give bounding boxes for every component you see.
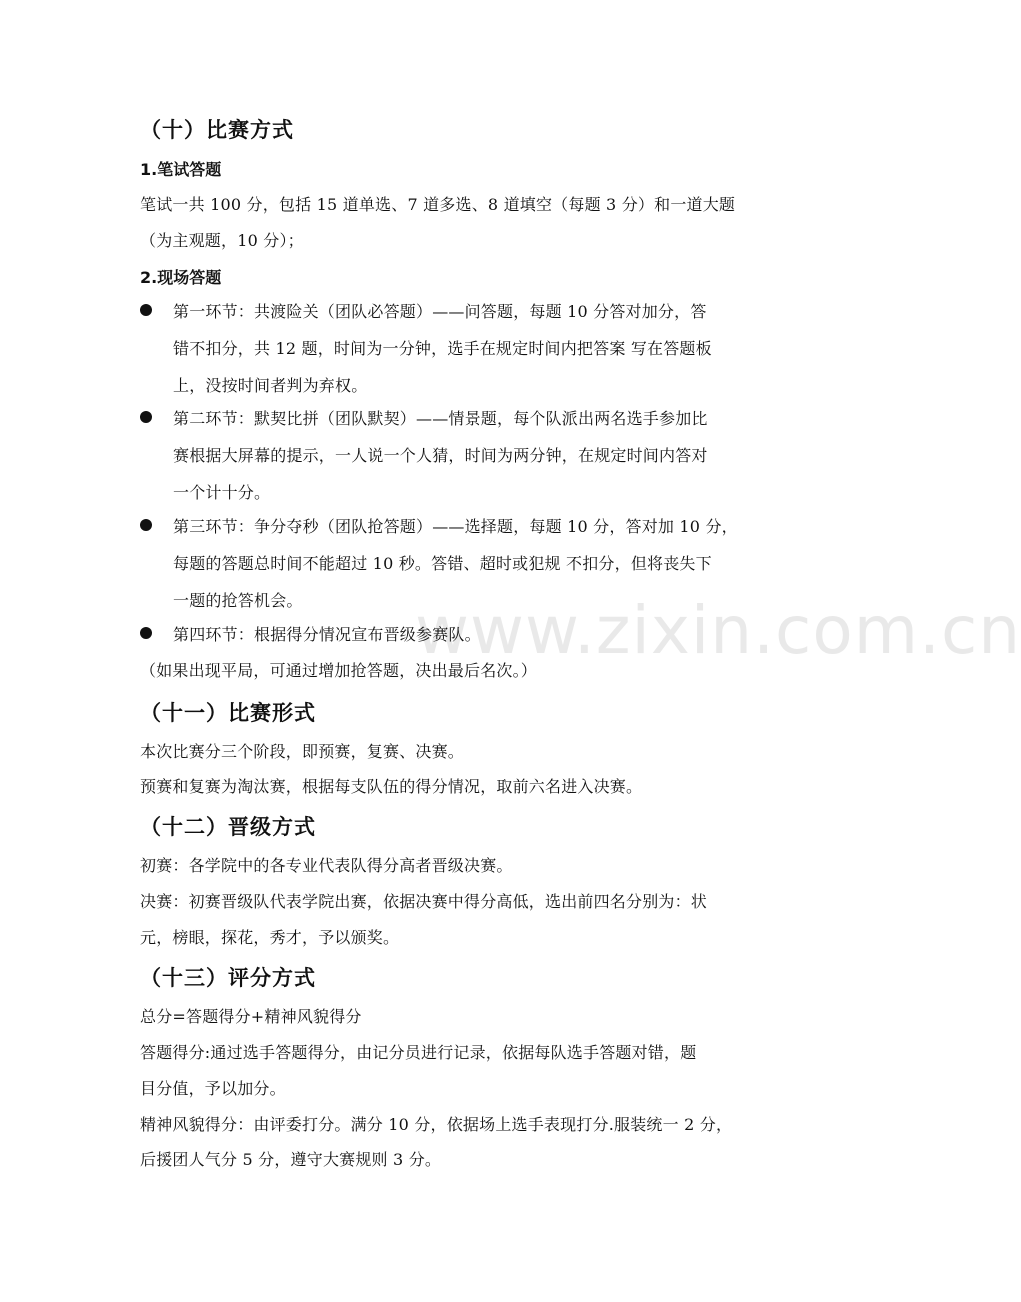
section-heading-11: （十一）比赛形式 <box>140 701 316 725</box>
note-line: （如果出现平局，可通过增加抢答题，决出最后名次。） <box>140 661 538 680</box>
paragraph-line: 本次比赛分三个阶段，即预赛，复赛、决赛。 <box>140 742 465 761</box>
list-item-line: 赛根据大屏幕的提示，一人说一个人猜，时间为两分钟，在规定时间内答对 <box>173 446 708 465</box>
list-item-line: 第二环节：默契比拼（团队默契）——情景题，每个队派出两名选手参加比 <box>173 409 708 428</box>
paragraph-line: 答题得分:通过选手答题得分，由记分员进行记录，依据每队选手答题对错，题 <box>140 1043 697 1062</box>
paragraph-line: 精神风貌得分：由评委打分。满分 10 分，依据场上选手表现打分.服装统一 2 分， <box>140 1115 733 1134</box>
paragraph-line: 元，榜眼，探花，秀才，予以颁奖。 <box>140 928 400 947</box>
section-heading-10: （十）比赛方式 <box>140 118 294 142</box>
list-item-line: 第三环节：争分夺秒（团队抢答题）——选择题，每题 10 分，答对加 10 分， <box>173 517 738 536</box>
list-item-line: 第四环节：根据得分情况宣布晋级参赛队。 <box>173 625 481 644</box>
paragraph-line: 目分值，予以加分。 <box>140 1079 286 1098</box>
list-item-line: 错不扣分，共 12 题，时间为一分钟，选手在规定时间内把答案 写在答题板 <box>173 339 712 358</box>
list-item-line: 上，没按时间者判为弃权。 <box>173 376 368 395</box>
paragraph-line: 笔试一共 100 分，包括 15 道单选、7 道多选、8 道填空（每题 3 分）和一道大题 <box>140 195 736 214</box>
bullet-icon <box>140 627 152 639</box>
watermark: www.zixin.com.cn <box>415 592 1021 669</box>
list-item-line: 每题的答题总时间不能超过 10 秒。答错、超时或犯规 不扣分，但将丧失下 <box>173 554 712 573</box>
paragraph-line: 后援团人气分 5 分，遵守大赛规则 3 分。 <box>140 1150 442 1169</box>
subheading-written-test: 1.笔试答题 <box>140 160 222 179</box>
section-heading-12: （十二）晋级方式 <box>140 815 316 839</box>
subheading-onsite-answering: 2.现场答题 <box>140 268 222 287</box>
bullet-icon <box>140 304 152 316</box>
bullet-icon <box>140 519 152 531</box>
paragraph-line: 决赛：初赛晋级队代表学院出赛，依据决赛中得分高低，选出前四名分别为：状 <box>140 892 708 911</box>
section-heading-13: （十三）评分方式 <box>140 966 316 990</box>
list-item-line: 一题的抢答机会。 <box>173 591 303 610</box>
list-item-line: 一个计十分。 <box>173 483 271 502</box>
paragraph-line: 总分=答题得分+精神风貌得分 <box>140 1007 362 1026</box>
paragraph-line: 初赛：各学院中的各专业代表队得分高者晋级决赛。 <box>140 856 513 875</box>
paragraph-line: （为主观题，10 分）； <box>140 231 304 250</box>
paragraph-line: 预赛和复赛为淘汰赛，根据每支队伍的得分情况，取前六名进入决赛。 <box>140 777 643 796</box>
bullet-icon <box>140 411 152 423</box>
list-item-line: 第一环节：共渡险关（团队必答题）——问答题，每题 10 分答对加分，答 <box>173 302 707 321</box>
